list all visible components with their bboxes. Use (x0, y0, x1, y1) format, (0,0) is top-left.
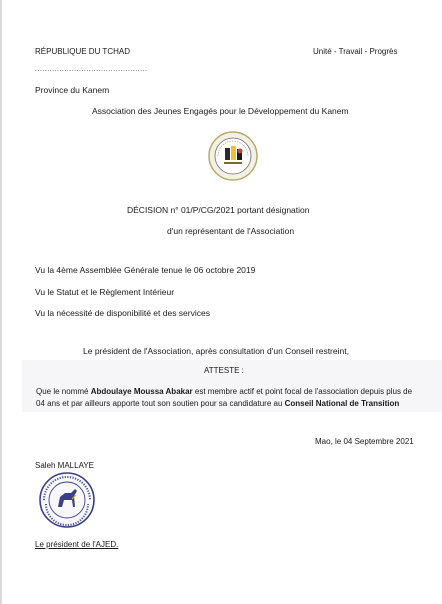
dotted-line: .............................................. (35, 66, 148, 73)
association-name: Association des Jeunes Engagés pour le Développement du Kanem (92, 106, 349, 116)
attestation-paragraph (36, 386, 416, 410)
association-emblem-icon (208, 131, 258, 181)
consideration-1: Vu la 4ème Assemblée Générale tenue le 06 octobre 2019 (35, 265, 256, 275)
consideration-2: Vu le Statut et le Règlement Intérieur (35, 287, 175, 297)
signatory-name: Saleh MALLAYE (35, 461, 94, 470)
member-name: Abdoulaye Moussa Abakar (90, 387, 193, 396)
country-header: RÉPUBLIQUE DU TCHAD (35, 47, 130, 56)
consideration-3: Vu la nécessité de disponibilité et des services (35, 308, 210, 318)
decision-title: DÉCISION n° 01/P/CG/2021 portant désignation (127, 205, 310, 215)
body-text-1: Que le nommé (36, 387, 91, 396)
province-label: Province du Kanem (35, 85, 110, 95)
decision-subtitle: d'un représentant de l'Association (167, 226, 295, 236)
body-text-2: est membre actif et point focal de l'association depuis plus de 04 ans et par ailleurs apporte tout son soutien pour sa candidature au (36, 387, 413, 408)
motto-header: Unité - Travail - Progrès (313, 47, 398, 56)
place-date: Mao, le 04 Septembre 2021 (315, 437, 414, 446)
atteste-label: ATTESTE : (204, 366, 244, 375)
association-seal-icon (38, 471, 96, 529)
signature-title: Le président de l'AJED. (35, 540, 119, 549)
president-statement: Le président de l'Association, après consultation d'un Conseil restreint, (83, 346, 349, 356)
council-name: Conseil National de Transition (284, 399, 400, 408)
